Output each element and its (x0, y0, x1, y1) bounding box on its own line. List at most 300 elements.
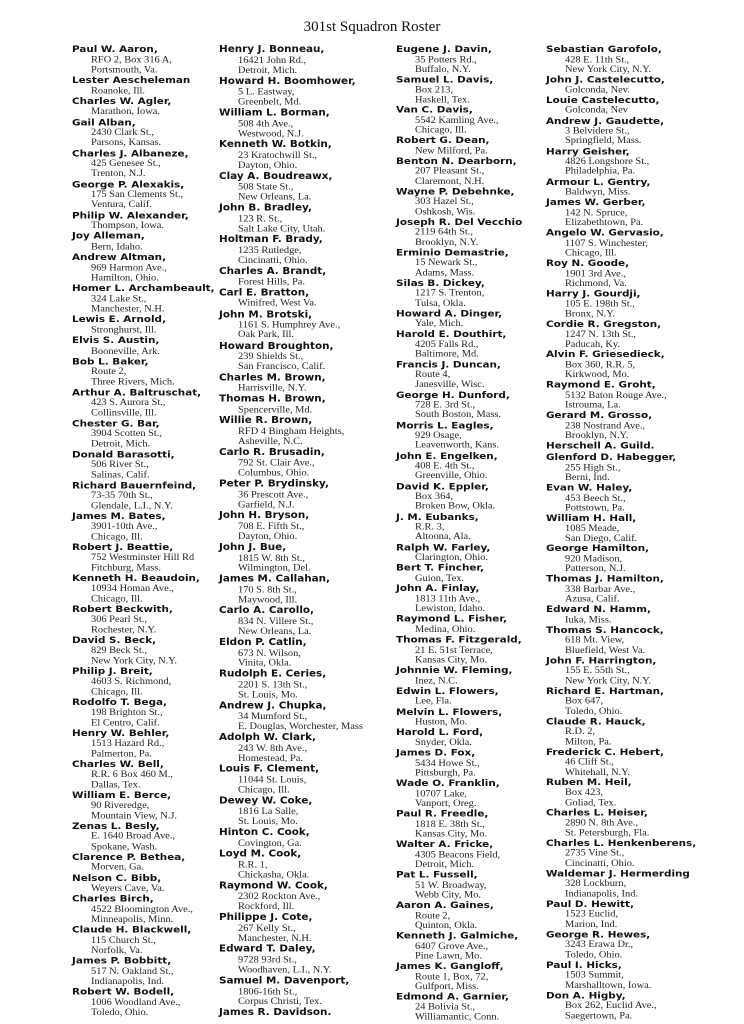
member-name: Joy Alleman, (72, 231, 145, 242)
member-address-line: R.R. 3, (415, 522, 445, 533)
member-address-line: 328 Lockburn, (565, 879, 627, 890)
roster-entry (219, 700, 391, 732)
roster-entry (219, 107, 391, 139)
member-name: James W. Gerber, (546, 197, 646, 208)
member-address-line: Roanoke, Ill. (91, 86, 145, 96)
member-address-line: Williamantic, Conn. (415, 1012, 500, 1022)
member-address-line: Mountain View, N.J. (91, 810, 177, 821)
member-address-line: Fitchburg, Mass. (91, 563, 161, 573)
member-name: David K. Eppler, (396, 481, 489, 492)
roster-entry (219, 171, 391, 203)
roster-entry (396, 563, 546, 584)
member-name: Kenneth H. Beaudoin, (72, 573, 200, 584)
roster-entry (219, 340, 391, 372)
member-address-line: R.R. 6 Box 460 M., (91, 770, 173, 780)
roster-entry (72, 387, 224, 418)
member-address-line: Box 213, (415, 85, 454, 95)
roster-entry (396, 278, 546, 308)
member-address-line: Medina, Ohio. (415, 624, 476, 635)
roster-entry (546, 482, 716, 512)
member-address-line: Chicago, Ill. (91, 532, 143, 542)
member-address-line: 15 Newark St., (415, 258, 478, 268)
roster-entry (72, 418, 224, 449)
member-address-line: Dayton, Ohio. (238, 531, 298, 542)
roster-entry (546, 74, 716, 95)
member-address-line: Clarington, Ohio. (415, 553, 489, 563)
roster-entry (72, 356, 224, 387)
roster-entry (396, 778, 546, 808)
member-name: Pat L. Fussell, (396, 869, 478, 881)
roster-entry (396, 481, 546, 511)
roster-entry (219, 510, 391, 542)
member-address-line: Box 360, R.R. 5, (565, 360, 636, 371)
member-name: Johnnie W. Fleming, (396, 665, 513, 676)
member-address-line: Collinsville, Ill. (91, 408, 157, 418)
member-address-line: New York City, N.Y. (565, 676, 652, 686)
roster-entry (546, 960, 716, 990)
member-address-line: 207 Pleasant St., (415, 167, 485, 177)
member-address-line: 23 Kratochwill St., (238, 150, 318, 161)
member-address-line: 73-35 70th St., (91, 491, 153, 501)
member-address-line: Columbus, Ohio. (238, 468, 310, 479)
member-name: Charles L. Heiser, (546, 807, 648, 819)
member-address-line: Pittsburgh, Pa. (415, 768, 476, 779)
roster-entry (546, 228, 716, 258)
member-address-line: E. 1640 Broad Ave., (91, 831, 176, 842)
member-address-line: Claremont, N.H. (415, 176, 485, 187)
member-address-line: 1085 Meade, (565, 523, 620, 534)
member-name: Charles Birch, (72, 893, 154, 905)
member-address-line: 239 Shields St., (238, 351, 304, 362)
member-address-line: 708 E. Fifth St., (238, 521, 305, 532)
roster-entry (72, 728, 224, 759)
member-name: Robert Beckwith, (72, 604, 173, 615)
roster-entry (72, 987, 224, 1018)
member-address-line: Richmond, Va. (565, 279, 627, 289)
member-address-line: Harrisville, N.Y. (238, 383, 307, 394)
member-address-line: Chicago, Ill. (91, 687, 143, 697)
member-name: Ruben M. Heil, (546, 777, 632, 788)
member-address-line: 4205 Falls Rd., (415, 339, 479, 350)
roster-entry (546, 543, 716, 573)
member-name: Harry J. Gourdji, (546, 288, 641, 300)
member-name: Edward T. Daley, (219, 943, 316, 955)
member-address-line: Manchester, N.H. (91, 304, 165, 314)
member-name: John H. Bryson, (219, 510, 310, 522)
member-address-line: 508 4th Ave., (238, 118, 294, 129)
roster-entry (72, 542, 224, 573)
roster-entry (219, 795, 391, 827)
member-address-line: E. Douglas, Worchester, Mass (238, 721, 363, 732)
roster-entry (546, 655, 716, 685)
roster-entry (546, 452, 716, 482)
roster-entry (546, 258, 716, 288)
member-address-line: 11044 St. Louis, (238, 775, 307, 785)
roster-entry (396, 614, 546, 635)
member-address-line: 10934 Homan Ave., (91, 584, 174, 594)
member-address-line: Greenbelt, Md. (238, 97, 302, 108)
member-name: James R. Davidson. (219, 1006, 332, 1018)
roster-entry (546, 716, 716, 746)
member-address-line: Minneapolis, Minn. (91, 914, 174, 925)
roster-entry (219, 234, 391, 266)
roster-entry (72, 283, 224, 314)
member-name: Francis J. Duncan, (396, 359, 501, 370)
roster-entry (546, 574, 716, 604)
roster-entry (219, 44, 391, 76)
member-name: Howard H. Boomhower, (219, 75, 356, 87)
member-address-line: Marshalltown, Iowa. (565, 980, 652, 991)
roster-entry (72, 894, 224, 925)
member-address-line: New Orleans, La. (238, 626, 312, 637)
member-address-line: 453 Beech St., (565, 493, 626, 503)
roster-entry (546, 289, 716, 319)
member-name: Henry J. Bonneau, (219, 44, 325, 55)
member-address-line: Patterson, N.J. (565, 564, 626, 574)
member-address-line: Guion, Tex. (415, 573, 465, 584)
member-name: Eldon P. Catlin, (219, 636, 307, 648)
member-address-line: 36 Prescott Ave., (238, 489, 309, 500)
member-address-line: Rockford, Ill. (238, 901, 295, 912)
member-name: William H. Hall, (546, 512, 637, 524)
member-address-line: Milton, Pa. (565, 737, 612, 747)
member-address-line: Pottstown, Pa. (565, 503, 625, 513)
member-name: John F. Harrington, (546, 655, 657, 666)
member-address-line: Brooklyn, N.Y. (565, 431, 629, 441)
member-address-line: Broken Bow, Okla. (415, 501, 496, 512)
member-address-line: Chicago, Ill. (565, 248, 617, 259)
member-address-line: Thompson, Iowa. (91, 221, 165, 231)
member-address-line: Pine Lawn, Mo. (415, 951, 482, 961)
roster-entry (72, 449, 224, 480)
member-name: Dewey W. Coke, (219, 795, 313, 807)
member-name: Claude H. Blackwell, (72, 924, 192, 936)
roster-entry (219, 139, 391, 171)
member-name: Harold L. Ford, (396, 727, 484, 738)
member-name: William E. Berce, (72, 789, 172, 801)
roster-entry (219, 542, 391, 574)
roster-entry (396, 748, 546, 778)
roster-entry (219, 479, 391, 511)
member-address-line: Huston, Mo. (415, 717, 468, 728)
member-address-line: Bluefield, West Va. (565, 645, 646, 656)
member-name: Holtman F. Brady, (219, 234, 323, 245)
member-address-line: Springfield, Mass. (565, 136, 642, 147)
member-name: Roy N. Goode, (546, 258, 630, 269)
roster-entry (72, 480, 224, 511)
roster-entry (546, 686, 716, 716)
roster-entry (72, 759, 224, 790)
member-name: John M. Brotski, (219, 308, 313, 320)
member-name: Glenford D. Habegger, (546, 452, 677, 463)
member-name: Samuel M. Davenport, (219, 975, 350, 987)
roster-entry (546, 929, 716, 959)
roster-entry (546, 380, 716, 410)
member-address-line: Spokane, Wash. (91, 841, 158, 852)
member-name: George H. Dunford, (396, 389, 510, 401)
member-address-line: Oak Park, Ill. (238, 330, 294, 341)
member-name: Walter A. Fricke, (396, 839, 494, 850)
member-name: Harold E. Douthirt, (396, 329, 507, 340)
member-address-line: St. Petersburgh, Fla. (565, 828, 650, 838)
roster-entry (72, 573, 224, 604)
member-address-line: Golconda, Nev (565, 106, 628, 116)
page-title: 301st Squadron Roster (303, 19, 441, 35)
member-name: Thomas S. Hancock, (546, 624, 664, 636)
member-name: Homer L. Archambeault, (72, 283, 215, 294)
member-address-line: Bronx, N.Y. (565, 309, 616, 320)
member-name: Melvin L. Flowers, (396, 706, 503, 718)
roster-entry (396, 542, 546, 563)
roster-entry (396, 420, 546, 450)
member-name: Herschell A. Guild. (546, 441, 655, 452)
member-name: Thomas H. Brown, (219, 393, 326, 405)
member-address-line: Route 2, (91, 367, 127, 378)
roster-entry (396, 217, 546, 247)
member-address-line: 408 E. 4th St., (415, 461, 475, 472)
member-address-line: Kirkwood, Mo. (565, 370, 630, 380)
member-name: Henry W. Behler, (72, 727, 170, 739)
member-name: Hinton C. Cook, (219, 826, 310, 838)
roster-entry (546, 747, 716, 777)
member-address-line: 920 Madison, (565, 554, 623, 564)
member-address-line: 1523 Euclid, (565, 909, 619, 920)
member-address-line: 142 N. Spruce, (565, 208, 628, 218)
roster-entry (546, 411, 716, 441)
member-address-line: 829 Beck St., (91, 646, 147, 656)
roster-entry (219, 309, 391, 341)
member-address-line: Glendale, L.I., N.Y. (91, 501, 173, 511)
roster-entry (72, 231, 224, 252)
roster-entry (219, 975, 391, 1007)
roster-entry (396, 105, 546, 135)
member-name: Frederick C. Hebert, (546, 746, 664, 758)
member-name: Andrew Altman, (72, 252, 167, 263)
member-name: Paul I. Hicks, (546, 959, 622, 971)
member-address-line: 2119 64th St., (415, 227, 473, 238)
member-address-line: 170 S. 8th St., (238, 584, 297, 595)
member-address-line: El Centro, Calif. (91, 717, 160, 728)
roster-entry (72, 790, 224, 821)
member-name: James K. Gangloff, (396, 961, 504, 972)
member-address-line: Garfield, N.J. (238, 500, 295, 511)
member-address-line: 2735 Vine St., (565, 849, 625, 859)
roster-entry (72, 635, 224, 666)
member-name: Nelson C. Bibb, (72, 872, 162, 884)
member-address-line: Janesville, Wisc. (415, 380, 485, 390)
roster-entry (72, 821, 224, 852)
roster-entry (396, 451, 546, 481)
member-name: Van C. Davis, (396, 104, 473, 116)
member-address-line: Kansas City, Mo. (415, 829, 488, 840)
member-name: Richard E. Hartman, (546, 685, 664, 697)
roster-entry (219, 574, 391, 606)
member-name: Charles J. Albaneze, (72, 148, 189, 159)
member-name: David S. Beck, (72, 634, 157, 646)
member-address-line: Trenton, N.J. (91, 169, 146, 179)
roster-entry (72, 666, 224, 697)
roster-entry (219, 447, 391, 479)
member-address-line: Baltimore, Md. (415, 349, 479, 360)
member-address-line: Asheville, N.C. (238, 436, 303, 447)
member-address-line: Quinton, Okla. (415, 920, 478, 931)
member-name: Loyd M. Cook, (219, 848, 302, 860)
roster-entry (72, 75, 224, 96)
member-address-line: 4826 Longshore St., (565, 157, 650, 167)
member-name: Clay A. Boudreawx, (219, 170, 333, 182)
member-address-line: Forest Hills, Pa. (238, 277, 305, 288)
roster-entry (546, 513, 716, 543)
member-address-line: Route 4, (415, 370, 451, 380)
roster-entry (219, 76, 391, 108)
member-address-line: 123 R. St., (238, 213, 283, 224)
member-name: Donald Barasotti, (72, 449, 175, 460)
member-address-line: 5542 Kamling Ave., (415, 115, 499, 126)
roster-entry (396, 329, 546, 359)
member-address-line: St. Louis, Mo. (238, 690, 298, 701)
member-address-line: 238 Nostrand Ave., (565, 421, 646, 432)
member-address-line: 425 Genesee St., (91, 159, 161, 169)
member-name: Edmond A. Garnier, (396, 991, 509, 1003)
member-name: Cordie R. Gregston, (546, 319, 662, 330)
member-address-line: 1107 S. Winchester, (565, 238, 648, 249)
roster-entry (396, 390, 546, 420)
member-name: William L. Borman, (219, 107, 330, 119)
roster-entry (72, 604, 224, 635)
member-address-line: 6407 Grove Ave., (415, 941, 489, 952)
roster-entry (72, 873, 224, 894)
member-name: John E. Engelken, (396, 450, 498, 462)
member-name: James D. Fox, (396, 747, 476, 759)
member-address-line: 2430 Clark St., (91, 128, 154, 138)
roster-entry (72, 511, 224, 542)
roster-entry (546, 177, 716, 198)
roster-entry (546, 44, 716, 74)
member-address-line: Toledo, Ohio. (91, 1007, 149, 1018)
member-name: Waldemar J. Hermerding (546, 868, 690, 880)
member-name: Lester Aescheleman (72, 74, 191, 86)
roster-entry (219, 287, 391, 309)
member-name: Kenneth W. Botkin, (219, 139, 332, 150)
member-name: Adolph W. Clark, (219, 731, 316, 743)
roster-entry (219, 372, 391, 394)
member-address-line: 90 Riveredge, (91, 801, 150, 811)
roster-entry (219, 732, 391, 764)
member-name: Chester G. Bar, (72, 418, 160, 429)
member-name: Elvis S. Austin, (72, 335, 160, 346)
member-name: Robert W. Bodell, (72, 986, 175, 998)
member-address-line: 1806-16th St., (238, 986, 298, 997)
member-address-line: Philadelphia, Pa. (565, 167, 636, 177)
member-address-line: 255 High St., (565, 462, 621, 473)
roster-entry (72, 956, 224, 987)
member-address-line: South Boston, Mass. (415, 410, 502, 421)
member-address-line: Box 423, (565, 788, 604, 798)
member-address-line: Chicago, Ill. (91, 594, 143, 604)
member-address-line: Leavenworth, Kans. (415, 441, 499, 451)
member-address-line: R.D. 2, (565, 727, 596, 737)
member-address-line: 5132 Baton Rouge Ave., (565, 391, 667, 401)
member-address-line: Brooklyn, N.Y. (415, 237, 479, 248)
member-name: Bert T. Fincher, (396, 562, 484, 574)
member-address-line: Bern, Idaho. (91, 242, 143, 252)
member-address-line: Three Rivers, Mich. (91, 377, 175, 388)
member-name: Charles M. Brown, (219, 372, 326, 384)
member-address-line: 3904 Scotten St., (91, 429, 163, 440)
member-address-line: 115 Church St., (91, 936, 156, 946)
member-address-line: Saegertown, Pa. (565, 1011, 633, 1021)
member-address-line: Hamilton, Ohio. (91, 273, 159, 283)
member-address-line: Lewiston, Idaho. (415, 604, 486, 614)
member-name: Benton N. Dearborn, (396, 156, 517, 167)
member-address-line: New Orleans, La. (238, 192, 312, 203)
member-address-line: 508 State St., (238, 182, 294, 193)
member-name: George P. Alexakis, (72, 179, 185, 190)
member-address-line: 10707 Lake, (415, 789, 467, 799)
roster-entry (72, 252, 224, 283)
member-address-line: 303 Hazel St., (415, 197, 474, 208)
member-address-line: Dayton, Ohio. (238, 160, 298, 171)
member-address-line: 929 Osage, (415, 431, 462, 441)
member-name: Clarence P. Bethea, (72, 851, 186, 863)
member-address-line: 1503 Summit, (565, 970, 624, 981)
roster-entry (396, 809, 546, 839)
member-address-line: Gulfport, Miss. (415, 981, 479, 992)
member-address-line: Elizabethtown, Pa. (565, 218, 644, 228)
roster-entry (546, 808, 716, 838)
member-address-line: 1006 Woodland Ave., (91, 998, 181, 1008)
member-address-line: R.R. 1, (238, 859, 268, 870)
member-address-line: Wilmington, Del. (238, 563, 311, 574)
roster-entry (219, 415, 391, 447)
member-address-line: Azusa, Calif. (565, 594, 620, 605)
roster-entry (546, 625, 716, 655)
member-address-line: Altoona, Ala. (415, 532, 471, 542)
roster-entry (546, 350, 716, 380)
member-address-line: St. Louis, Mo. (238, 816, 298, 827)
roster-entry (396, 870, 546, 900)
member-name: Paul R. Freedle, (396, 808, 489, 820)
member-name: Joseph R. Del Vecchio (396, 216, 523, 228)
member-address-line: 1247 N. 13th St., (565, 330, 637, 340)
member-address-line: Paducah, Ky. (565, 339, 621, 350)
member-address-line: Norfolk, Va. (91, 945, 143, 956)
member-name: Robert J. Beattie, (72, 542, 174, 553)
member-name: Carlo R. Brusadin, (219, 446, 325, 458)
member-address-line: Portsmouth, Va. (91, 65, 158, 75)
roster-entry (219, 266, 391, 288)
member-address-line: Goliad, Tex. (565, 797, 617, 808)
member-address-line: Buffalo, N.Y. (415, 64, 471, 75)
member-name: Richard Bauernfeind, (72, 480, 197, 491)
roster-column-4 (546, 44, 716, 1021)
member-address-line: Parsons, Kansas. (91, 138, 162, 148)
member-address-line: 423 S. Aurora St., (91, 398, 166, 409)
member-name: Willie R. Brown, (219, 415, 313, 427)
roster-entry (396, 135, 546, 156)
member-name: John B. Bradley, (219, 202, 312, 214)
member-name: Charles W. Bell, (72, 758, 164, 770)
member-address-line: Toledo, Ohio. (565, 706, 623, 717)
roster-entry (72, 44, 224, 75)
member-name: Erminio Demastrie, (396, 247, 509, 258)
member-address-line: 9728 93rd St., (238, 954, 297, 965)
member-name: Thomas J. Hamilton, (546, 573, 664, 585)
member-name: Howard Broughton, (219, 340, 334, 352)
member-address-line: 243 W. 8th Ave., (238, 743, 308, 754)
roster-entry (396, 74, 546, 104)
member-address-line: Toledo, Ohio. (565, 950, 623, 960)
